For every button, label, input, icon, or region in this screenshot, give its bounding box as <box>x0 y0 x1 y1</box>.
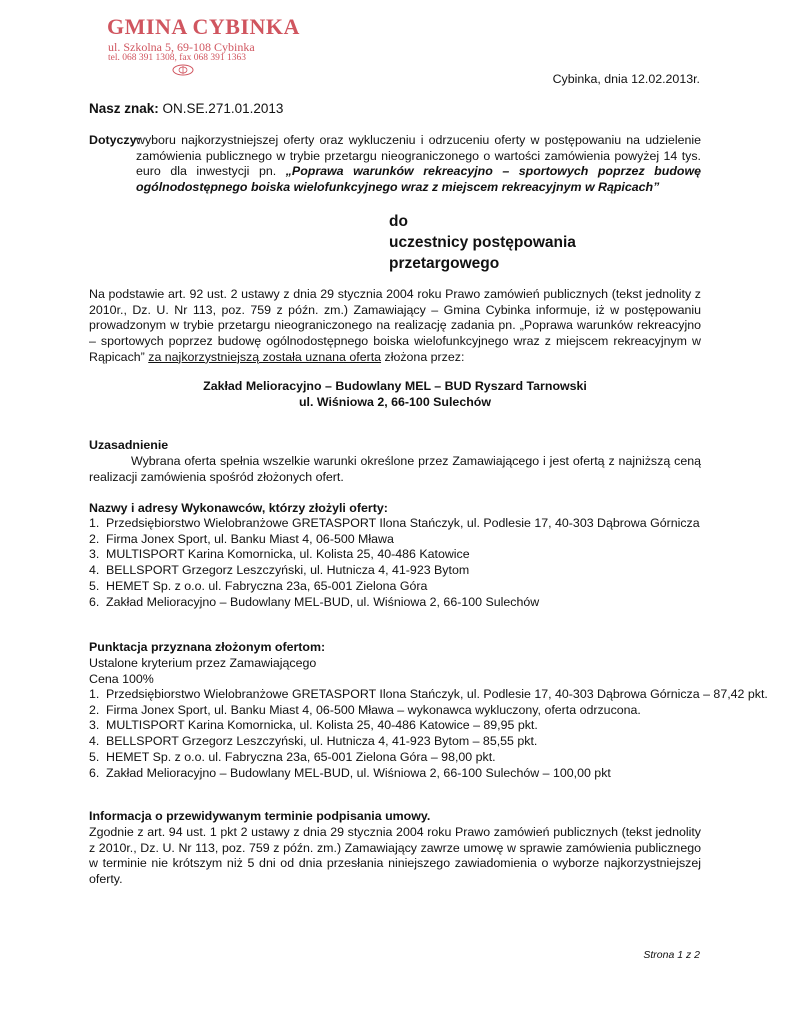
recipient-line-2: uczestnicy postępowania <box>389 234 576 251</box>
letterhead-phone: tel. 068 391 1308, fax 068 391 1363 <box>108 53 247 63</box>
scores-criterion: Ustalone kryterium przez Zamawiającego <box>89 656 317 670</box>
list-item-number: 4. <box>89 734 100 749</box>
intro-text: Na podstawie art. 92 ust. 2 ustawy z dnia 29 stycznia 2004 roku Prawo zamówień publicznych (tekst jednolity z 2010r., Dz. U. Nr 113, poz. 759 z późn. zm.) Zamawiający – Gmina Cybinka informuje, iż w postępowaniu prowadzonym w trybie przetargu nieograniczonego na realizację zadania pn. „Poprawa warunków rekreacyjno – sportowych poprzez budowę ogólnodostępnego boiska wielofunkcyjnego wraz z miejscem rekreacyjnym w Rąpicach” <box>89 287 701 364</box>
list-item-text: HEMET Sp. z o.o. ul. Fabryczna 23a, 65-001 Zielona Góra – 98,00 pkt. <box>106 749 496 764</box>
list-item <box>89 547 700 563</box>
subject-label: Dotyczy: <box>89 133 141 147</box>
list-item <box>89 579 700 595</box>
justification-title: Uzasadnienie <box>89 438 169 452</box>
letterhead-name: GMINA CYBINKA <box>107 14 300 39</box>
list-item-number: 6. <box>89 594 100 609</box>
list-item-text: Przedsiębiorstwo Wielobranżowe GRETASPORT Ilona Stańczyk, ul. Podlesie 17, 40-303 Dąbrowa Górnicza <box>106 516 700 530</box>
signing-info-title: Informacja o przewidywanym terminie podpisania umowy. <box>89 809 431 823</box>
scores-title: Punktacja przyznana złożonym ofertom: <box>89 640 326 654</box>
justification-text-content: Wybrana oferta spełnia wszelkie warunki określone przez Zamawiającego i jest ofertą z najniższą ceną realizacji zamówienia spośród złożonych ofert. <box>89 454 701 484</box>
recipient-line-1: do <box>389 213 408 230</box>
bidders-title: Nazwy i adresy Wykonawców, którzy złożyli oferty: <box>89 501 388 515</box>
list-item-text: Firma Jonex Sport, ul. Banku Miast 4, 06-500 Mława <box>106 531 394 546</box>
scores-list <box>89 687 768 781</box>
list-item-number: 3. <box>89 718 100 733</box>
scores-price-weight: Cena 100% <box>89 671 154 686</box>
list-item-number: 4. <box>89 563 100 578</box>
winner-address: ul. Wiśniowa 2, 66-100 Sulechów <box>298 395 491 409</box>
list-item <box>89 563 700 579</box>
list-item-number: 1. <box>89 516 100 530</box>
list-item <box>89 718 768 734</box>
list-item <box>89 750 768 766</box>
list-item-number: 2. <box>89 531 100 546</box>
signing-info-text: Zgodnie z art. 94 ust. 1 pkt 2 ustawy z dnia 29 stycznia 2004 roku Prawo zamówień publicznych (tekst jednolity z 2010r., Dz. U. Nr 113, poz. 759 z późn. zm.) Zamawiający zawrze umowę w sprawie zamówienia publicznego w terminie nie krótszym niż 5 dni od dnia przesłania niniejszego zawiadomienia o wyborze najkorzystniejszej oferty. <box>89 825 701 887</box>
bidders-list <box>89 516 700 610</box>
list-item-text: BELLSPORT Grzegorz Leszczyński, ul. Hutnicza 4, 41-923 Bytom <box>106 563 470 578</box>
list-item <box>89 703 768 719</box>
list-item-text: MULTISPORT Karina Komornicka, ul. Kolista 25, 40-486 Katowice – 89,95 pkt. <box>106 718 538 733</box>
list-item-text: Zakład Melioracyjno – Budowlany MEL-BUD, ul. Wiśniowa 2, 66-100 Sulechów <box>106 594 540 609</box>
list-item-number: 2. <box>89 702 100 717</box>
reference-line <box>89 101 283 116</box>
list-item-text: Zakład Melioracyjno – Budowlany MEL-BUD, ul. Wiśniowa 2, 66-100 Sulechów – 100,00 pkt <box>106 765 611 780</box>
winner-block <box>89 378 701 410</box>
recipient-block <box>389 211 576 274</box>
list-item-text: BELLSPORT Grzegorz Leszczyński, ul. Hutnicza 4, 41-923 Bytom – 85,55 pkt. <box>106 734 538 749</box>
scores-criteria <box>89 656 316 687</box>
justification-text <box>89 454 701 485</box>
list-item <box>89 687 768 703</box>
list-item-text: HEMET Sp. z o.o. ul. Fabryczna 23a, 65-001 Zielona Góra <box>106 578 428 593</box>
list-item-text: Przedsiębiorstwo Wielobranżowe GRETASPORT Ilona Stańczyk, ul. Podlesie 17, 40-303 Dąbrowa Górnicza – 87,42 pkt. <box>106 687 768 701</box>
reference-label: Nasz znak: <box>89 101 159 116</box>
list-item <box>89 766 768 782</box>
subject-text: wyboru najkorzystniejszej oferty oraz wykluczeniu i odrzuceniu oferty w postępowaniu na udzielenie zamówienia publicznego w trybie przetargu nieograniczonego o wartości zamówienia powyżej 14 tys. euro dla inwestycji pn. <box>136 133 701 179</box>
recipient-line-3: przetargowego <box>389 255 500 272</box>
intro-tail: złożona przez: <box>384 349 465 364</box>
list-item-number: 5. <box>89 749 100 764</box>
subject-title: „Poprawa warunków rekreacyjno – sportowych poprzez budowę ogólnodostępnego boiska wielofunkcyjnego wraz z miejscem rekreacyjnym w Rąpicach” <box>136 164 701 195</box>
subject-block <box>89 133 701 196</box>
list-item-number: 1. <box>89 687 100 701</box>
subject-body <box>136 133 701 196</box>
list-item-text: MULTISPORT Karina Komornicka, ul. Kolista 25, 40-486 Katowice <box>106 547 470 562</box>
date-line: Cybinka, dnia 12.02.2013r. <box>552 72 700 86</box>
list-item-number: 6. <box>89 765 100 780</box>
intro-underlined: za najkorzystniejszą została uznana oferta <box>148 349 382 364</box>
list-item <box>89 734 768 750</box>
list-item-number: 3. <box>89 547 100 562</box>
list-item <box>89 595 700 611</box>
intro-paragraph <box>89 287 701 366</box>
list-item-text: Firma Jonex Sport, ul. Banku Miast 4, 06-500 Mława – wykonawca wykluczony, oferta odrzucona. <box>106 702 641 717</box>
list-item <box>89 532 700 548</box>
list-item-number: 5. <box>89 578 100 593</box>
seal-icon <box>172 64 194 76</box>
reference-value: ON.SE.271.01.2013 <box>162 101 284 116</box>
letterhead-address: ul. Szkolna 5, 69-108 Cybinka <box>108 40 255 54</box>
winner-name: Zakład Melioracyjno – Budowlany MEL – BUD Ryszard Tarnowski <box>203 379 587 393</box>
list-item <box>89 516 700 532</box>
page-number: Strona 1 z 2 <box>643 949 700 961</box>
